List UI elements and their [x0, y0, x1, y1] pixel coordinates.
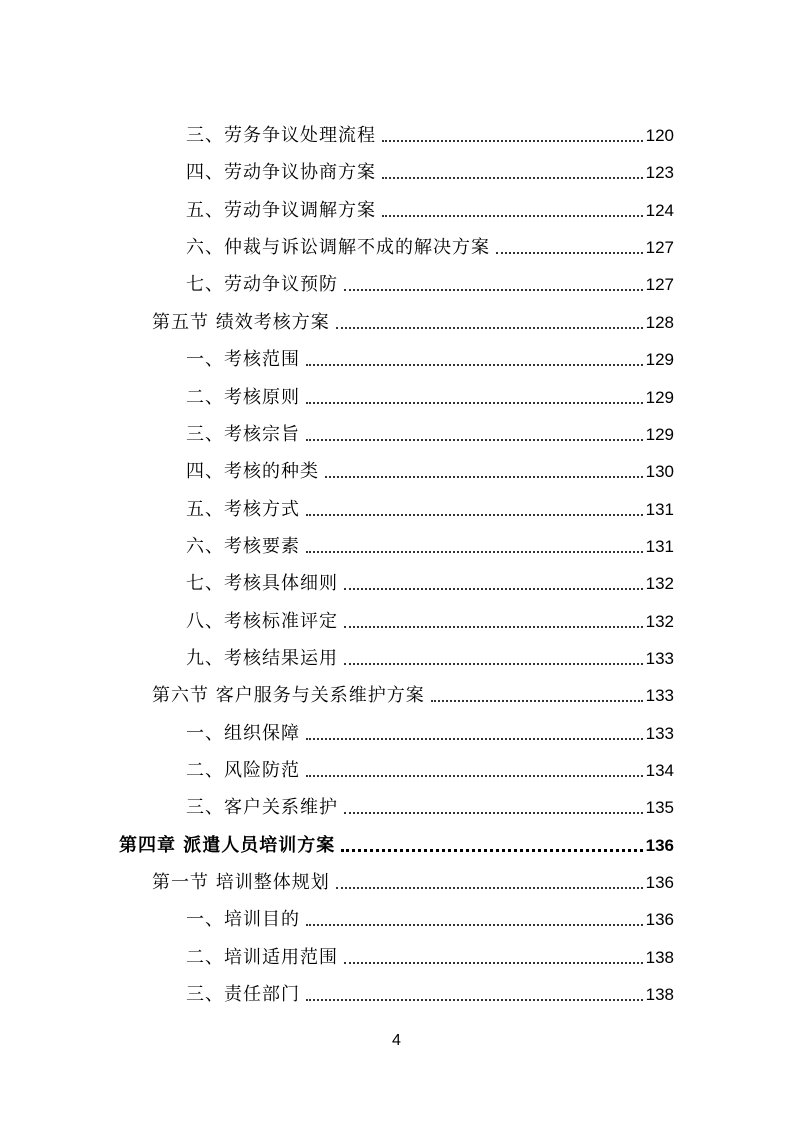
toc-dot-leader: [382, 140, 643, 142]
toc-section-entry[interactable]: [152, 858, 674, 895]
toc-entry-label: 第五节 绩效考核方案: [152, 312, 330, 333]
toc-entry[interactable]: [186, 111, 674, 148]
toc-entry[interactable]: [186, 970, 674, 1007]
toc-section-entry[interactable]: [152, 298, 674, 335]
toc-entry-label: 七、劳动争议预防: [186, 274, 338, 295]
toc-entry-page: 133: [645, 724, 674, 743]
toc-dot-leader: [306, 775, 643, 777]
toc-entry-page: 136: [645, 910, 674, 929]
toc-entry[interactable]: [186, 746, 674, 783]
toc-dot-leader: [382, 215, 643, 217]
toc-entry-label: 一、组织保障: [186, 723, 300, 744]
toc-entry-label: 八、考核标准评定: [186, 611, 338, 632]
toc-entry-label: 三、劳务争议处理流程: [186, 125, 376, 146]
toc-dot-leader: [344, 289, 643, 291]
toc-dot-leader: [496, 252, 643, 254]
toc-entry-page: 128: [645, 313, 674, 332]
toc-entry-page: 135: [645, 798, 674, 817]
toc-entry-label: 二、风险防范: [186, 760, 300, 781]
toc-entry[interactable]: [186, 410, 674, 447]
toc-entry-label: 三、考核宗旨: [186, 424, 300, 445]
toc-entry-label: 七、考核具体细则: [186, 573, 338, 594]
toc-entry-page: 138: [645, 985, 674, 1004]
toc-dot-leader: [344, 962, 643, 964]
toc-entry-label: 第四章 派遣人员培训方案: [119, 835, 336, 856]
toc-entry-page: 129: [645, 388, 674, 407]
toc-entry[interactable]: [186, 373, 674, 410]
toc-entry-page: 132: [645, 574, 674, 593]
toc-entry-label: 四、劳动争议协商方案: [186, 162, 376, 183]
toc-entry-label: 六、仲裁与诉讼调解不成的解决方案: [186, 237, 490, 258]
toc-dot-leader: [306, 999, 643, 1001]
toc-entry-page: 133: [645, 649, 674, 668]
toc-entry-page: 127: [645, 275, 674, 294]
toc-entry[interactable]: [186, 559, 674, 596]
toc-entry-page: 124: [645, 201, 674, 220]
toc-dot-leader: [382, 177, 643, 179]
toc-dot-leader: [336, 327, 643, 329]
toc-entry-page: 136: [645, 873, 674, 892]
toc-dot-leader: [344, 812, 643, 814]
toc-dot-leader: [325, 476, 643, 478]
page-number: 4: [392, 1032, 401, 1049]
toc-entry[interactable]: [186, 335, 674, 372]
toc-dot-leader: [306, 738, 643, 740]
toc-entry-label: 五、考核方式: [186, 499, 300, 520]
toc-entry[interactable]: [186, 260, 674, 297]
toc-entry[interactable]: [186, 933, 674, 970]
toc-entry-label: 四、考核的种类: [186, 461, 319, 482]
toc-entry[interactable]: [186, 895, 674, 932]
toc-entry-page: 120: [645, 126, 674, 145]
toc-entry[interactable]: [186, 223, 674, 260]
toc-dot-leader: [306, 924, 643, 926]
toc-entry-label: 一、考核范围: [186, 349, 300, 370]
toc-entry-page: 129: [645, 350, 674, 369]
toc-dot-leader: [431, 700, 643, 702]
toc-section-entry[interactable]: [152, 671, 674, 708]
toc-entry[interactable]: [186, 485, 674, 522]
toc-entry-page: 131: [645, 500, 674, 519]
toc-entry-page: 129: [645, 425, 674, 444]
toc-entry-label: 三、客户关系维护: [186, 797, 338, 818]
toc-dot-leader: [344, 626, 643, 628]
toc-chapter-entry[interactable]: [119, 821, 674, 858]
toc-dot-leader: [306, 514, 643, 516]
toc-entry[interactable]: [186, 709, 674, 746]
toc-entry-label: 六、考核要素: [186, 536, 300, 557]
toc-entry[interactable]: [186, 186, 674, 223]
toc-entry-page: 133: [645, 686, 674, 705]
toc-dot-leader: [336, 887, 643, 889]
toc-entry-label: 五、劳动争议调解方案: [186, 200, 376, 221]
toc-entry[interactable]: [186, 148, 674, 185]
toc-entry-label: 第六节 客户服务与关系维护方案: [152, 685, 425, 706]
toc-dot-leader: [306, 364, 643, 366]
toc-entry[interactable]: [186, 783, 674, 820]
toc-dot-leader: [306, 439, 643, 441]
toc-entry-page: 131: [645, 537, 674, 556]
toc-entry-page: 136: [645, 836, 674, 855]
toc-entry-label: 一、培训目的: [186, 909, 300, 930]
toc-entry[interactable]: [186, 522, 674, 559]
toc-dot-leader: [344, 588, 643, 590]
toc-entry-page: 127: [645, 238, 674, 257]
toc-entry-page: 130: [645, 462, 674, 481]
toc-entry[interactable]: [186, 597, 674, 634]
toc-entry[interactable]: [186, 634, 674, 671]
toc-dot-leader: [306, 551, 643, 553]
toc-entry-label: 第一节 培训整体规划: [152, 872, 330, 893]
toc-entry-label: 二、考核原则: [186, 387, 300, 408]
toc-entry-label: 三、责任部门: [186, 984, 300, 1005]
toc-entry-page: 132: [645, 612, 674, 631]
toc-entry-page: 138: [645, 948, 674, 967]
toc-dot-leader: [341, 849, 642, 852]
toc-dot-leader: [344, 663, 643, 665]
toc-entry[interactable]: [186, 447, 674, 484]
toc-dot-leader: [306, 402, 643, 404]
toc-entry-label: 九、考核结果运用: [186, 648, 338, 669]
toc-entry-page: 134: [645, 761, 674, 780]
toc-entry-page: 123: [645, 163, 674, 182]
toc-entry-label: 二、培训适用范围: [186, 947, 338, 968]
